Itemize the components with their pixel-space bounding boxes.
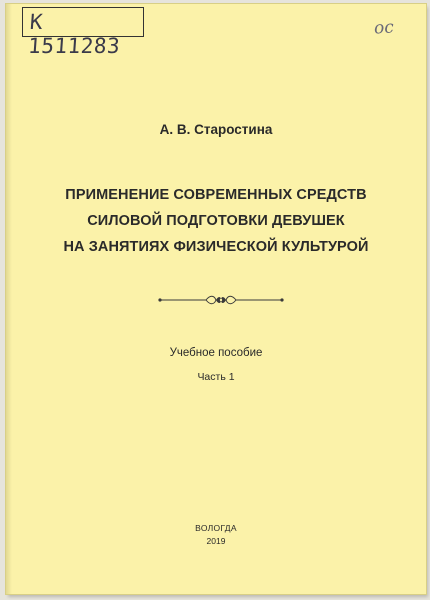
handwritten-corner-mark: ос — [373, 17, 395, 39]
spine-shadow — [6, 4, 12, 594]
publication-year: 2019 — [206, 536, 226, 546]
title-line-1: ПРИМЕНЕНИЕ СОВРЕМЕННЫХ СРЕДСТВ — [65, 187, 367, 203]
book-cover — [6, 4, 426, 594]
inventory-number-box — [22, 7, 144, 58]
author-name: А. В. Старостина — [159, 122, 273, 137]
publication-city: ВОЛОГДА — [195, 523, 237, 533]
title-line-2: СИЛОВОЙ ПОДГОТОВКИ ДЕВУШЕК — [87, 213, 345, 229]
inventory-number: K 1511283 — [27, 10, 122, 58]
publication-type: Учебное пособие — [169, 347, 263, 359]
book-title — [6, 182, 426, 260]
part-number: Часть 1 — [197, 371, 235, 383]
decorative-divider-icon — [158, 293, 284, 307]
title-line-3: НА ЗАНЯТИЯХ ФИЗИЧЕСКОЙ КУЛЬТУРОЙ — [63, 239, 369, 255]
